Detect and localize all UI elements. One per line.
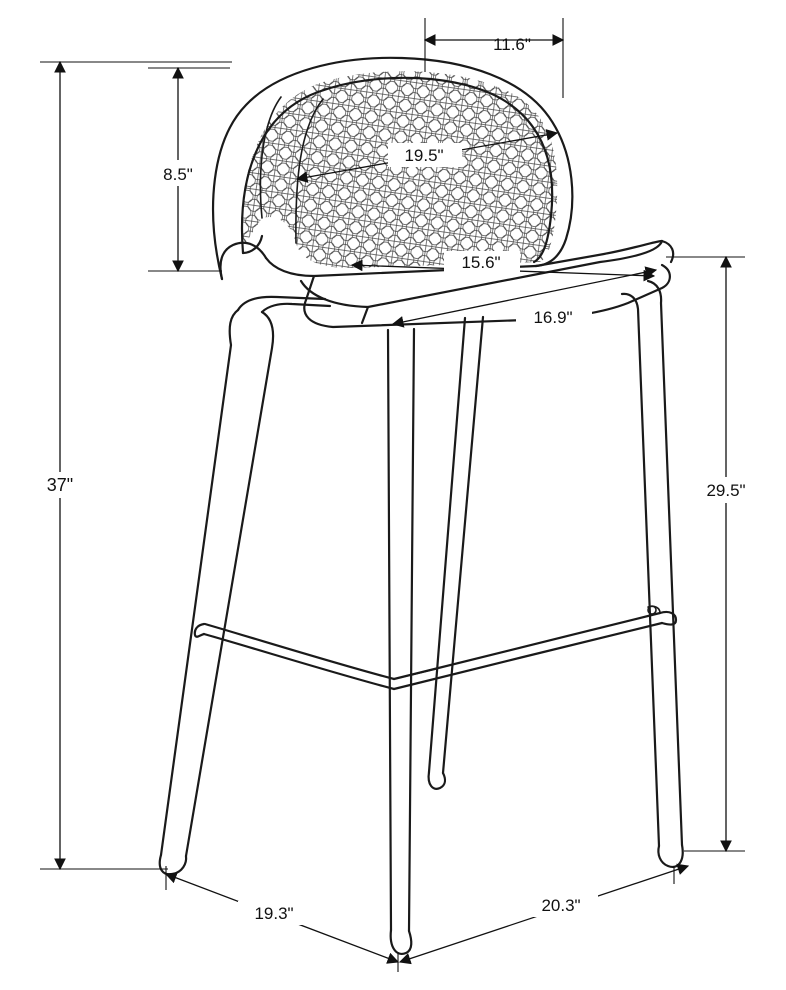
dim-side-leg-spread: 20.3" — [541, 896, 581, 915]
dim-back-width: 11.6" — [493, 35, 531, 54]
dim-overall-height: 37" — [46, 475, 74, 495]
dimension-annotations — [36, 18, 760, 972]
dim-seat-depth: 15.6" — [461, 253, 501, 272]
dim-backrest-span: 19.5" — [404, 146, 444, 165]
backrest-cane-panel — [242, 71, 557, 268]
dim-backrest-height: 8.5" — [163, 165, 193, 184]
stool-illustration — [160, 58, 683, 954]
dim-seat-width: 16.9" — [533, 308, 573, 327]
dim-seat-height: 29.5" — [706, 481, 746, 500]
dim-front-leg-spread: 19.3" — [254, 904, 294, 923]
